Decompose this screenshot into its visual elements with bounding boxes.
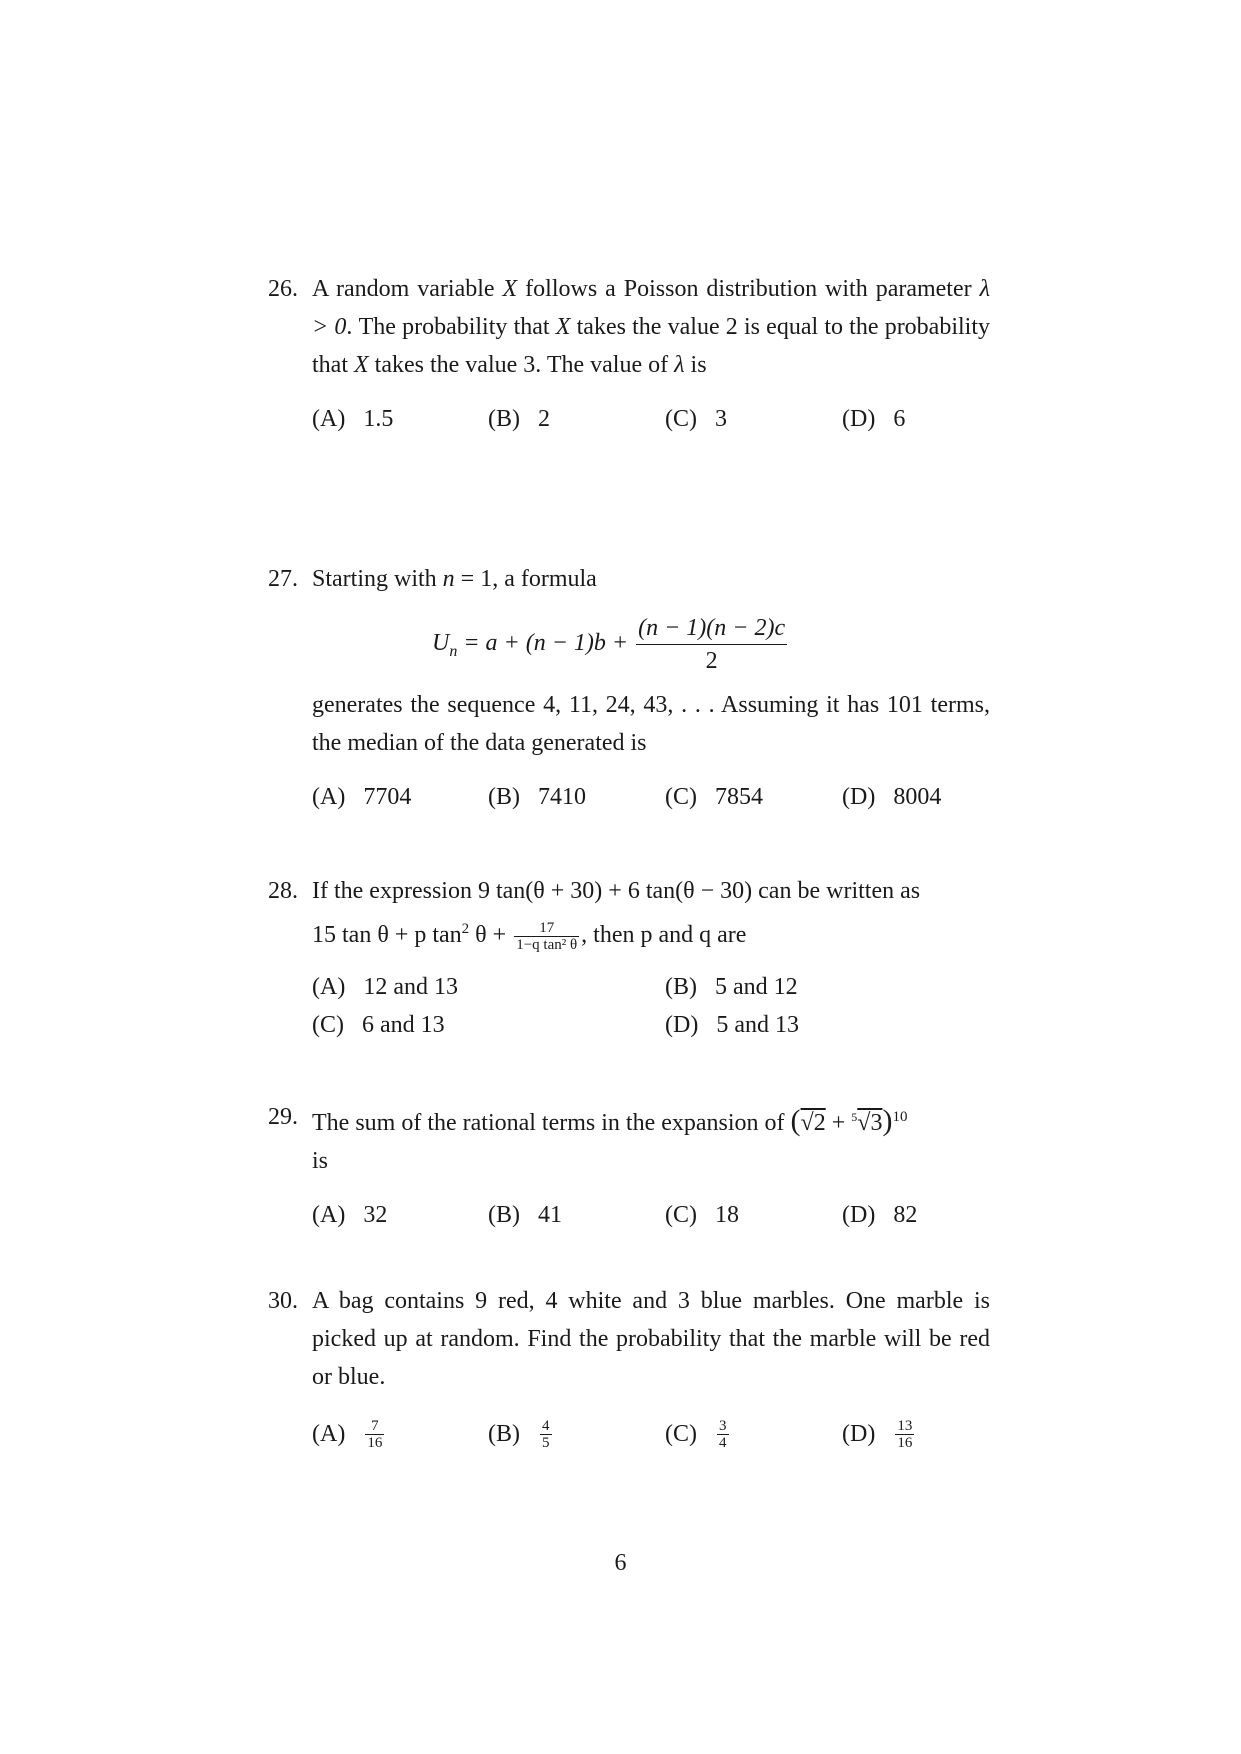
answer-options — [312, 1414, 990, 1458]
formula: $U_n = a + (n - 1)b$ + $\frac{(n - 1)(n - 2)c}{2}$ — [432, 612, 789, 677]
option-d[interactable]: (D) 8004 — [842, 784, 942, 810]
option-a[interactable]: (A) $\frac{7}{16}$ — [312, 1417, 383, 1451]
question-text: A random variable X follows a Poisson distribution with parameter λ > 0. The probability that X takes the value 2 is equal to the probability that X takes the value 3. The value of λ is — [312, 276, 991, 378]
question-text: A bag contains 9 red, 4 white and 3 blue marbles. One marble is picked up at random. Find the probability that the marble will be red or blue. — [312, 1288, 990, 1390]
formula-display — [312, 608, 990, 680]
option-d[interactable]: (D) 6 — [842, 406, 906, 432]
question-text-end: is — [312, 1148, 329, 1174]
option-c[interactable]: (C) 6 and 13 — [312, 1012, 445, 1038]
answer-options-row-1 — [312, 968, 990, 1006]
option-d[interactable]: (D) 5 and 13 — [665, 1012, 799, 1038]
option-b[interactable]: (B) 5 and 12 — [665, 974, 798, 1000]
option-a[interactable]: (A) 7704 — [312, 784, 412, 810]
option-c[interactable]: (C) 3 — [665, 406, 727, 432]
option-b[interactable]: (B) 2 — [488, 406, 550, 432]
question-27 — [268, 560, 990, 816]
question-number: 26. — [268, 276, 298, 302]
question-text: Starting with n = 1, a formula — [312, 566, 597, 592]
question-number: 27. — [268, 566, 298, 592]
question-text-continued: generates the sequence 4, 11, 24, 43, . . . Assuming it has 101 terms, the median of the data generated is — [312, 692, 990, 756]
option-a[interactable]: (A) 12 and 13 — [312, 974, 458, 1000]
answer-options-row-2 — [312, 1006, 990, 1044]
page-number: 6 — [614, 1550, 627, 1576]
option-c[interactable]: (C) 18 — [665, 1202, 739, 1228]
formula-fraction: $\frac{(n - 1)(n - 2)c}{2}$ — [636, 612, 787, 677]
option-b[interactable]: (B) $\frac{4}{5}$ — [488, 1417, 550, 1451]
option-b[interactable]: (B) 7410 — [488, 784, 586, 810]
question-number: 30. — [268, 1288, 298, 1314]
answer-options — [312, 778, 990, 816]
question-29 — [268, 1098, 990, 1234]
question-26 — [268, 270, 990, 438]
question-30 — [268, 1282, 990, 1458]
question-28 — [268, 872, 990, 1044]
option-d[interactable]: (D) 82 — [842, 1202, 918, 1228]
question-text: If the expression 9 tan(θ + 30) + 6 tan(θ − 30) can be written as 15 tan θ + p $\tan^2 \theta$ + $\frac{17}{\text{1−q tan² θ}}$ , then p and q are — [312, 878, 921, 953]
option-a[interactable]: (A) 1.5 — [312, 406, 394, 432]
inline-fraction: $\frac{17}{\text{1−q tan² θ}}$ — [516, 919, 578, 953]
option-b[interactable]: (B) 41 — [488, 1202, 562, 1228]
answer-options — [312, 1196, 990, 1234]
option-d[interactable]: (D) $\frac{13}{16}$ — [842, 1417, 913, 1451]
question-number: 29. — [268, 1104, 298, 1130]
option-c[interactable]: (C) 7854 — [665, 784, 763, 810]
option-c[interactable]: (C) $\frac{3}{4}$ — [665, 1417, 727, 1451]
question-number: 28. — [268, 878, 298, 904]
answer-options — [312, 400, 990, 438]
question-text: The sum of the rational terms in the expansion of $(√2 + ^5√3)^{10}$ — [312, 1104, 908, 1137]
option-a[interactable]: (A) 32 — [312, 1202, 388, 1228]
